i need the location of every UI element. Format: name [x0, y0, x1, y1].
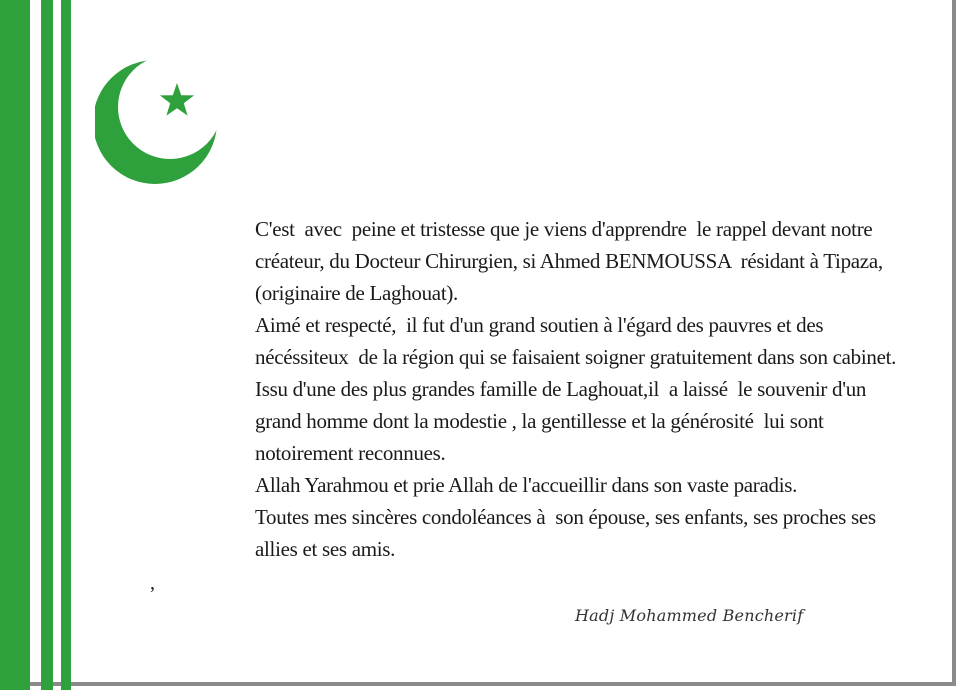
letter-paragraph: Aimé et respecté, il fut d'un grand soutien à l'égard des pauvres et des nécéssiteux de la région qui se faisaient soigner gratuitement dans son cabinet.	[255, 313, 897, 369]
letter-paragraph: Toutes mes sincères condoléances à son épouse, ses enfants, ses proches ses allies et ses amis.	[255, 505, 881, 561]
letter-paragraph: C'est avec peine et tristesse que je viens d'apprendre le rappel devant notre créateur, du Docteur Chirurgien, si Ahmed BENMOUSSA résidant à Tipaza, (originaire de Laghouat).	[255, 217, 888, 305]
letter-paragraph: Issu d'une des plus grandes famille de Laghouat,il a laissé le souvenir d'un grand homme dont la modestie , la gentillesse et la générosité lui sont notoirement reconnues.	[255, 377, 872, 465]
green-stripe-middle	[41, 0, 53, 690]
green-stripe-wide	[0, 0, 30, 690]
signature: Hadj Mohammed Bencherif	[575, 606, 804, 625]
letter-paragraph: Allah Yarahmou et prie Allah de l'accueillir dans son vaste paradis.	[255, 473, 798, 497]
crescent-and-star-icon	[95, 55, 220, 185]
condolence-letter	[145, 213, 905, 565]
trailing-mark: ,	[150, 572, 155, 594]
green-stripe-thin	[61, 0, 71, 690]
